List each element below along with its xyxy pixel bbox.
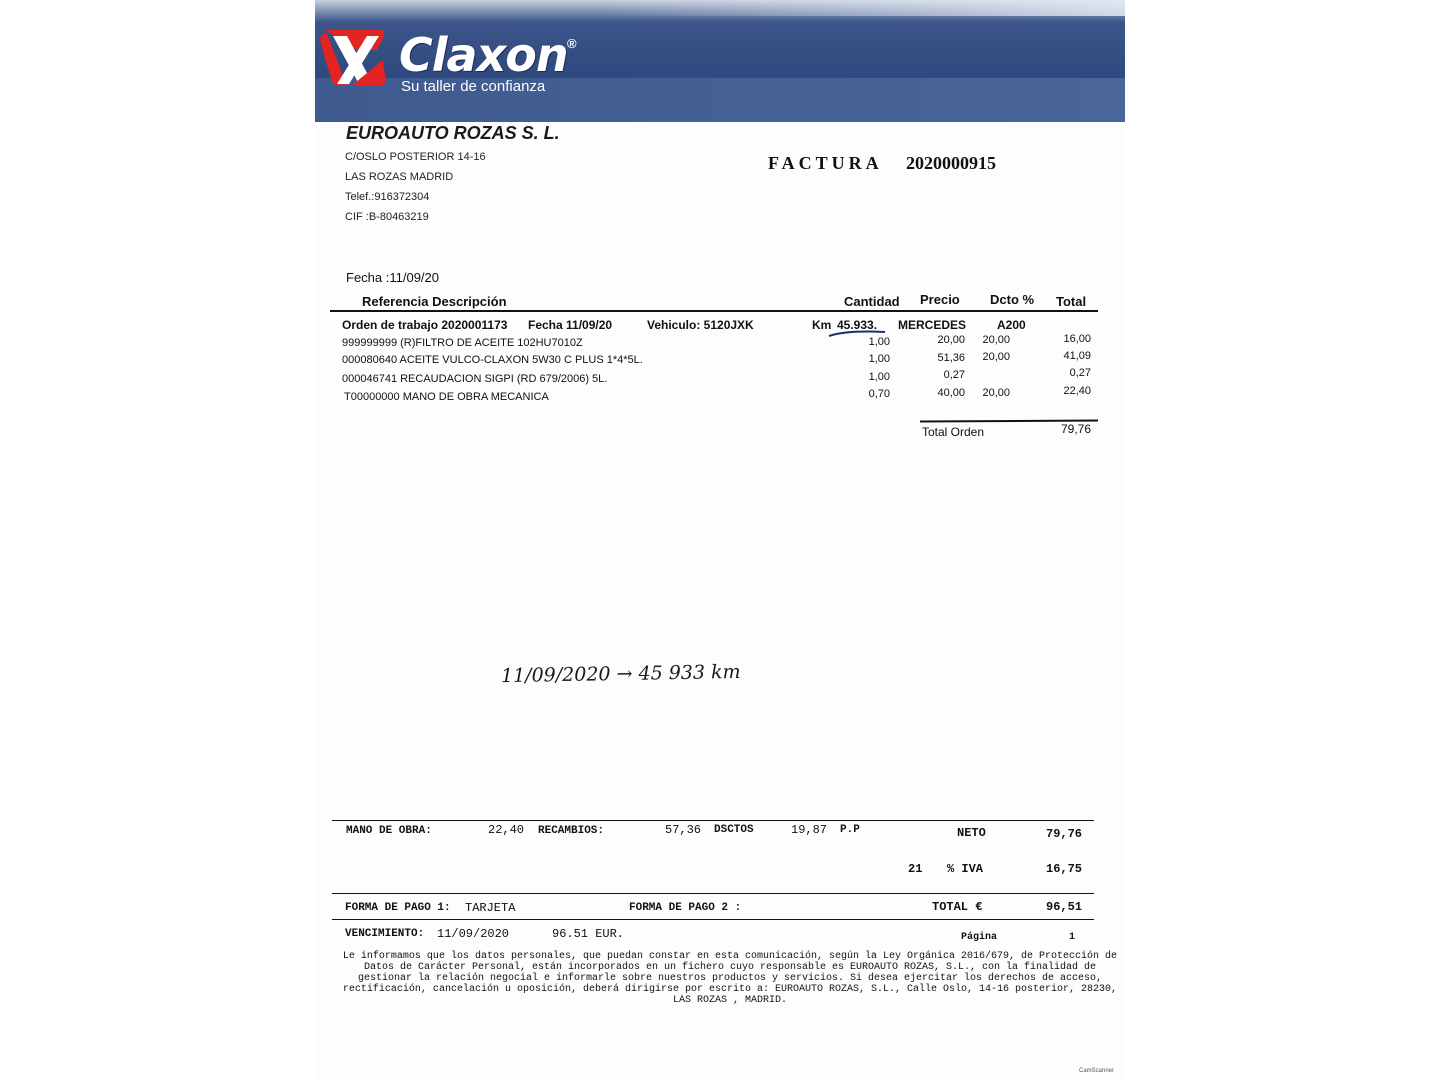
vat-label: % IVA xyxy=(947,862,984,876)
line-qty: 1,00 xyxy=(868,353,890,365)
header-highlight xyxy=(605,0,1125,16)
pp-label: P.P xyxy=(840,824,860,836)
page-number: 1 xyxy=(1069,932,1076,943)
order-total-label: Total Orden xyxy=(922,425,985,439)
discount-label: DSCTOS xyxy=(714,824,754,836)
line-price: 0,27 xyxy=(943,369,965,381)
company-address-2: LAS ROZAS MADRID xyxy=(345,171,454,183)
parts-label: RECAMBIOS: xyxy=(538,825,605,837)
brand-tagline: Su taller de confianza xyxy=(401,78,546,95)
order-date: Fecha 11/09/20 xyxy=(528,318,613,332)
line-total: 41,09 xyxy=(1063,350,1091,362)
header-banner xyxy=(315,0,1125,122)
line-desc: 999999999 (R)FILTRO DE ACEITE 102HU7010Z xyxy=(342,337,583,349)
page-label: Página xyxy=(961,932,998,943)
payment1-value: TARJETA xyxy=(465,901,516,915)
handwritten-note: 11/09/2020 → 45 933 km xyxy=(500,660,741,688)
grand-total-label: TOTAL € xyxy=(932,900,983,914)
vehicle-plate: Vehiculo: 5120JXK xyxy=(647,318,754,332)
vat-rate: 21 xyxy=(908,862,923,876)
order-total-value: 79,76 xyxy=(1060,422,1091,436)
vat-value: 16,75 xyxy=(1046,862,1083,876)
summary-rule-bottom xyxy=(332,919,1094,920)
summary-rule-mid xyxy=(332,893,1094,894)
payment2-label: FORMA DE PAGO 2 : xyxy=(629,902,742,914)
line-disc: 20,00 xyxy=(982,334,1010,346)
discount-value: 19,87 xyxy=(791,823,828,837)
line-qty: 1,00 xyxy=(868,336,890,348)
col-total: Total xyxy=(1056,294,1087,309)
company-name: EUROAUTO ROZAS S. L. xyxy=(346,123,560,143)
line-disc: 20,00 xyxy=(982,387,1010,399)
labor-label: MANO DE OBRA: xyxy=(346,825,432,837)
work-order: Orden de trabajo 2020001173 xyxy=(342,318,508,332)
invoice-number: 2020000915 xyxy=(906,153,996,173)
col-price: Precio xyxy=(920,292,960,307)
invoice-date: Fecha :11/09/20 xyxy=(346,270,439,285)
col-qty: Cantidad xyxy=(844,294,900,309)
km-value: 45.933. xyxy=(837,318,878,332)
line-price: 20,00 xyxy=(937,334,965,346)
due-label: VENCIMIENTO: xyxy=(345,928,425,940)
line-qty: 0,70 xyxy=(868,388,890,400)
invoice-page xyxy=(315,0,1125,1080)
summary-rule-top xyxy=(332,820,1094,821)
company-address-1: C/OSLO POSTERIOR 14-16 xyxy=(345,151,486,163)
net-label: NETO xyxy=(957,826,986,840)
claxon-logo-icon xyxy=(317,22,391,94)
company-cif: CIF :B-80463219 xyxy=(345,211,429,223)
vehicle-model: A200 xyxy=(997,318,1026,332)
line-desc: T00000000 MANO DE OBRA MECANICA xyxy=(344,391,549,403)
line-qty: 1,00 xyxy=(868,371,890,383)
line-total: 16,00 xyxy=(1063,333,1091,345)
line-desc: 000046741 RECAUDACION SIGPI (RD 679/2006) 5L. xyxy=(342,373,608,385)
col-ref-desc: Referencia Descripción xyxy=(362,294,507,309)
col-disc: Dcto % xyxy=(990,292,1035,307)
line-total: 22,40 xyxy=(1063,385,1091,397)
vehicle-make: MERCEDES xyxy=(898,318,967,332)
line-disc: 20,00 xyxy=(982,351,1010,363)
invoice-label: FACTURA xyxy=(768,153,883,173)
line-total: 0,27 xyxy=(1069,367,1091,379)
company-phone: Telef.:916372304 xyxy=(345,191,430,203)
header-rule xyxy=(330,310,1098,312)
brand-name: Claxon xyxy=(399,28,568,82)
registered-mark: ® xyxy=(567,36,577,51)
payment1-label: FORMA DE PAGO 1: xyxy=(345,902,451,914)
privacy-notice: Le informamos que los datos personales, que puedan constar en esta comunicación, según la Ley Orgánica 2016/679, de Protección de Datos de Carácter Personal, están incorporados en un fichero cuyo responsable es EUROAUTO ROZAS, S.L., con la finalidad de gestionar la relación negocial e informarle sobre nuestros productos y servicios. Si desea ejercitar los derechos de acceso, rectificación, cancelación u oposición, deberá dirigirse por escrito a: EUROAUTO ROZAS, S.L., Calle Oslo, 14-16 posterior, 28230, LAS ROZAS , MADRID. xyxy=(342,951,1118,1006)
labor-value: 22,40 xyxy=(488,823,525,837)
line-desc: 000080640 ACEITE VULCO-CLAXON 5W30 C PLUS 1*4*5L. xyxy=(342,354,643,366)
due-amount: 96.51 EUR. xyxy=(552,927,625,941)
parts-value: 57,36 xyxy=(665,823,702,837)
grand-total-value: 96,51 xyxy=(1046,900,1083,914)
km-label: Km xyxy=(812,318,832,332)
line-price: 40,00 xyxy=(937,387,965,399)
due-date: 11/09/2020 xyxy=(437,927,510,941)
scanner-watermark: CamScanner xyxy=(1079,1068,1115,1074)
net-value: 79,76 xyxy=(1046,827,1083,841)
line-price: 51,36 xyxy=(937,352,965,364)
